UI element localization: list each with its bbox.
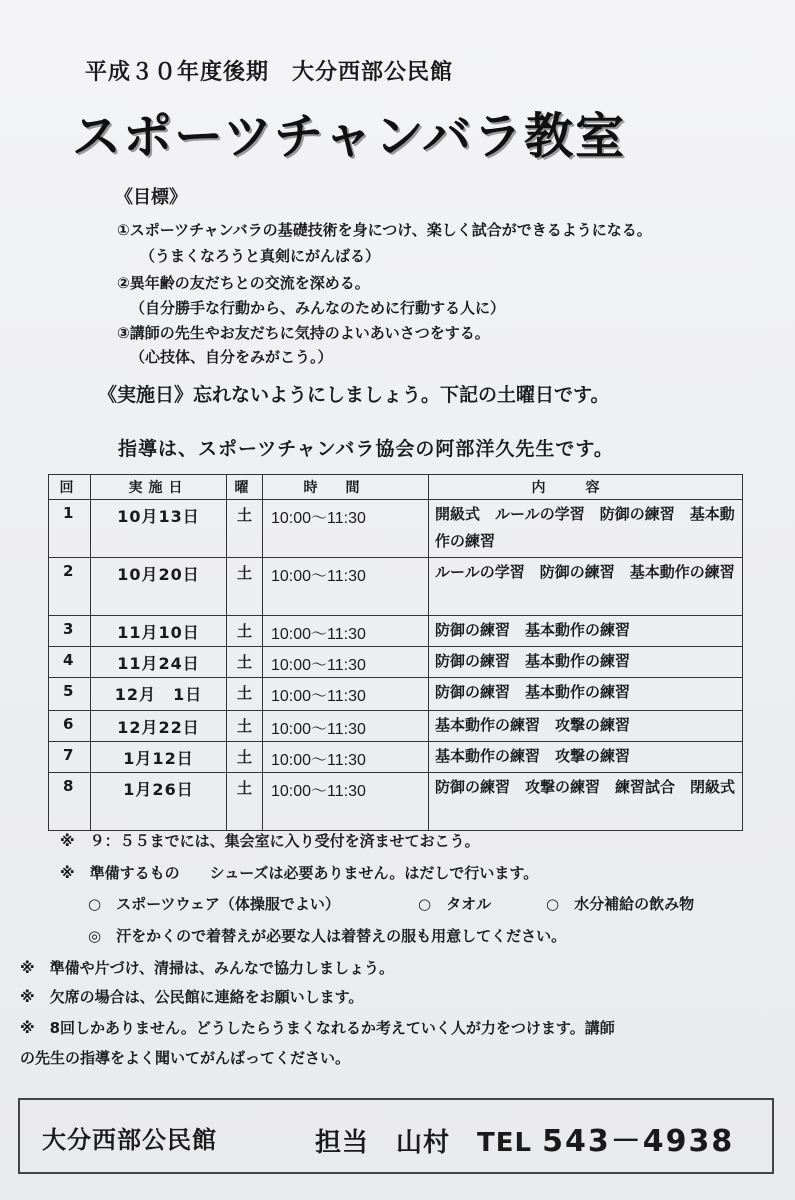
item-drink: ○ 水分補給の飲み物	[546, 895, 695, 913]
row-num: 6	[49, 711, 91, 742]
row-num: 3	[49, 616, 91, 647]
header-num: 回	[49, 475, 91, 500]
row-time: 10:00～11:30	[263, 616, 429, 647]
teacher-line: 指導は、スポーツチャンバラ協会の阿部洋久先生です。	[118, 438, 614, 460]
row-day: 土	[227, 773, 263, 831]
schedule-table	[48, 474, 743, 831]
subtitle: 平成３０年度後期 大分西部公民館	[85, 60, 454, 85]
row-content: 基本動作の練習 攻撃の練習	[429, 711, 743, 742]
row-time: 10:00～11:30	[263, 500, 429, 558]
goal-line-2-note: （自分勝手な行動から、みんなのために行動する人に）	[130, 299, 506, 317]
row-day: 土	[227, 616, 263, 647]
row-num: 1	[49, 500, 91, 558]
note-reception: ※ ９：５５までには、集会室に入り受付を済ませておこう。	[60, 832, 480, 850]
note-preparation: ※ 準備するもの シューズは必要ありません。はだしで行います。	[60, 864, 539, 882]
row-time: 10:00～11:30	[263, 773, 429, 831]
row-num: 5	[49, 678, 91, 711]
page-title: スポーツチャンバラ教室	[72, 108, 627, 165]
row-date: 1月26日	[91, 773, 227, 831]
footer-organization: 大分西部公民館	[42, 1126, 217, 1154]
goal-line-1: ①スポーツチャンバラの基礎技術を身につけ、楽しく試合ができるようになる。	[117, 221, 652, 239]
row-day: 土	[227, 647, 263, 678]
note-absence: ※ 欠席の場合は、公民館に連絡をお願いします。	[20, 988, 364, 1006]
row-content: 防御の練習 基本動作の練習	[429, 647, 743, 678]
note-cleanup: ※ 準備や片づけ、清掃は、みんなで協力しましょう。	[20, 959, 394, 977]
header-day: 曜	[227, 475, 263, 500]
table-row	[49, 558, 743, 616]
row-content: ルールの学習 防御の練習 基本動作の練習	[429, 558, 743, 616]
goal-line-2: ②異年齢の友だちとの交流を深める。	[117, 274, 370, 292]
footer-contact-label: 担当 山村 TEL	[315, 1128, 533, 1158]
row-day: 土	[227, 678, 263, 711]
row-date: 10月20日	[91, 558, 227, 616]
row-content: 防御の練習 攻撃の練習 練習試合 閉級式	[429, 773, 743, 831]
goal-line-3: ③講師の先生やお友だちに気持のよいあいさつをする。	[117, 324, 490, 342]
table-row	[49, 616, 743, 647]
header-date: 実施日	[91, 475, 227, 500]
goals-heading: 《目標》	[115, 187, 187, 208]
header-content: 内容	[429, 475, 743, 500]
table-row	[49, 742, 743, 773]
row-date: 11月24日	[91, 647, 227, 678]
row-date: 12月22日	[91, 711, 227, 742]
footer-contact	[315, 1116, 734, 1160]
row-time: 10:00～11:30	[263, 678, 429, 711]
row-time: 10:00～11:30	[263, 647, 429, 678]
row-num: 4	[49, 647, 91, 678]
row-time: 10:00～11:30	[263, 742, 429, 773]
row-num: 8	[49, 773, 91, 831]
schedule-heading: 《実施日》忘れないようにしましょう。下記の土曜日です。	[98, 384, 610, 406]
note-advice-1: ※ 8回しかありません。どうしたらうまくなれるか考えていく人が力をつけます。講師	[20, 1019, 615, 1037]
row-num: 2	[49, 558, 91, 616]
table-row	[49, 711, 743, 742]
row-date: 1月12日	[91, 742, 227, 773]
table-row	[49, 647, 743, 678]
table-row	[49, 678, 743, 711]
item-towel: ○ タオル	[418, 895, 492, 913]
row-day: 土	[227, 558, 263, 616]
note-change-clothes: ◎ 汗をかくので着替えが必要な人は着替えの服も用意してください。	[88, 927, 567, 945]
row-time: 10:00～11:30	[263, 711, 429, 742]
row-day: 土	[227, 742, 263, 773]
row-num: 7	[49, 742, 91, 773]
row-date: 11月10日	[91, 616, 227, 647]
row-content: 防御の練習 基本動作の練習	[429, 678, 743, 711]
row-content: 防御の練習 基本動作の練習	[429, 616, 743, 647]
table-row	[49, 500, 743, 558]
header-time: 時間	[263, 475, 429, 500]
row-time: 10:00～11:30	[263, 558, 429, 616]
table-row	[49, 773, 743, 831]
note-advice-2: の先生の指導をよく聞いてがんばってください。	[20, 1049, 351, 1067]
goal-line-1-note: （うまくなろうと真剣にがんばる）	[140, 247, 381, 265]
table-header-row	[49, 475, 743, 500]
footer-phone: 543－4938	[542, 1124, 735, 1159]
row-date: 10月13日	[91, 500, 227, 558]
row-content: 基本動作の練習 攻撃の練習	[429, 742, 743, 773]
row-day: 土	[227, 500, 263, 558]
item-sportswear: ○ スポーツウェア（体操服でよい）	[88, 895, 340, 913]
goal-line-3-note: （心技体、自分をみがこう。）	[130, 348, 333, 366]
row-day: 土	[227, 711, 263, 742]
row-date: 12月 1日	[91, 678, 227, 711]
row-content: 開級式 ルールの学習 防御の練習 基本動作の練習	[429, 500, 743, 558]
